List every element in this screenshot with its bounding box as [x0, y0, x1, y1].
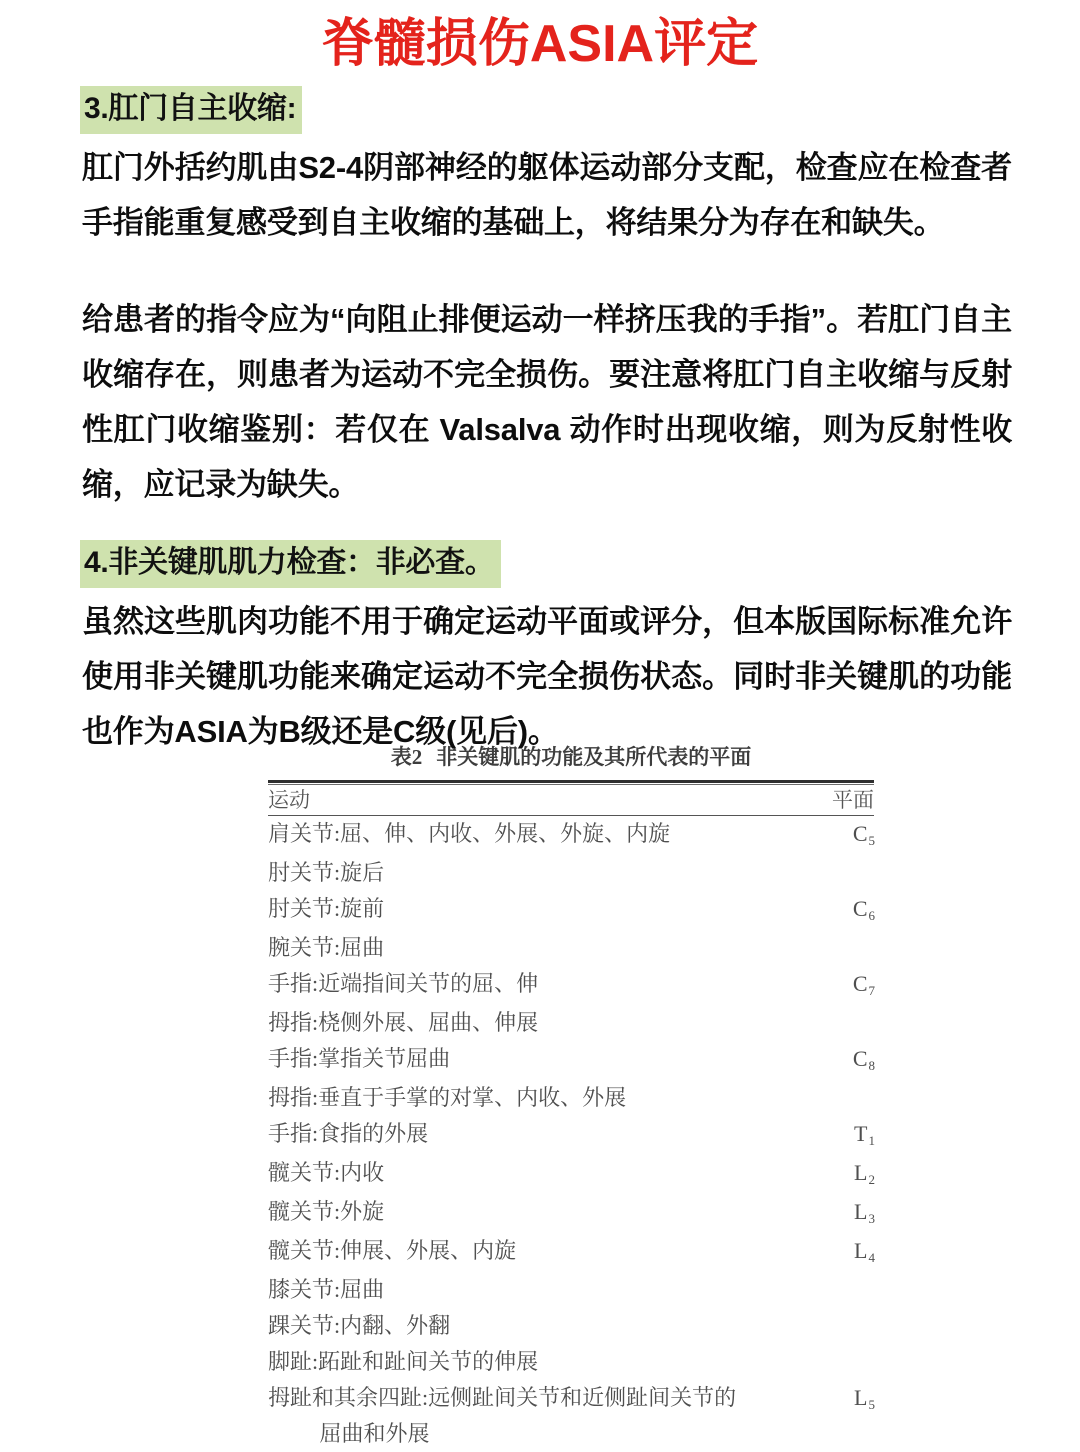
section-4-paragraph-1: [82, 594, 1012, 759]
table-row: [268, 855, 874, 891]
cell-level: $C_5$: [852, 821, 875, 848]
cell-movement: 拇指:桡侧外展、屈曲、伸展: [268, 1010, 539, 1035]
non-key-muscle-table-body: [268, 816, 874, 1452]
cell-level: [571, 930, 874, 966]
cell-movement: 脚趾:跖趾和趾间关节的伸展: [268, 1349, 539, 1374]
cell-movement: 髋关节:外旋: [268, 1199, 385, 1224]
table-row: [268, 891, 874, 930]
table-row: [268, 1116, 874, 1155]
cell-movement: 膝关节:屈曲: [268, 1277, 385, 1302]
table-row: [268, 1041, 874, 1080]
table-row: [268, 930, 874, 966]
table-row: [268, 1344, 874, 1380]
cell-movement: 手指:近端指间关节的屈、伸: [268, 971, 539, 996]
cell-level: [571, 1308, 874, 1344]
column-header-level: 平面: [832, 788, 874, 812]
table-body: [268, 816, 874, 1452]
paragraph-text: 虽然这些肌肉功能不用于确定运动平面或评分，但本版国际标准允许使用非关键肌功能来确定运动不完全损伤状态。同时非关键肌的功能也作为ASIA为B级还是C级(见后)。: [82, 604, 1012, 749]
table-row: [268, 1194, 874, 1233]
table-row: [268, 1155, 874, 1194]
cell-level: $T_1$: [854, 1121, 875, 1148]
table-row: [268, 1005, 874, 1041]
table-caption: [268, 742, 874, 772]
table-row: [268, 1272, 874, 1308]
cell-level: [571, 1344, 874, 1380]
section-heading-3: 3.肛门自主收缩:: [80, 86, 302, 134]
non-key-muscle-table: [268, 785, 874, 815]
section-3-paragraph-1: [82, 140, 1012, 250]
table-row: [268, 1080, 874, 1116]
table-head: [268, 785, 874, 815]
cell-movement: 肩关节:屈、伸、内收、外展、外旋、内旋: [268, 821, 671, 846]
cell-level: $L_3$: [854, 1199, 875, 1226]
cell-movement: 拇趾和其余四趾:远侧趾间关节和近侧趾间关节的 屈曲和外展: [268, 1380, 571, 1452]
table-row: [268, 966, 874, 1005]
cell-movement: 肘关节:旋前: [268, 896, 385, 921]
cell-level: [571, 1005, 874, 1041]
cell-level: $L_4$: [854, 1238, 875, 1265]
cell-movement: 手指:食指的外展: [268, 1121, 429, 1146]
table-row: [268, 1308, 874, 1344]
cell-level: $L_2$: [854, 1160, 875, 1187]
cell-movement: 髋关节:伸展、外展、内旋: [268, 1238, 517, 1263]
table-caption-text: 非关键肌的功能及其所代表的平面: [436, 745, 752, 769]
cell-level: $C_8$: [852, 1046, 875, 1073]
cell-movement: 踝关节:内翻、外翻: [268, 1313, 451, 1338]
table-header-row: [268, 785, 874, 815]
cell-movement: 肘关节:旋后: [268, 860, 385, 885]
column-header-movement: 运动: [268, 788, 310, 812]
table-row: [268, 816, 874, 855]
cell-movement: 手指:掌指关节屈曲: [268, 1046, 451, 1071]
table-row: [268, 1233, 874, 1272]
cell-movement: 拇指:垂直于手掌的对掌、内收、外展: [268, 1085, 627, 1110]
table-row: [268, 1380, 874, 1452]
cell-level: $L_5$: [854, 1385, 875, 1412]
table-caption-number: 表2: [390, 745, 423, 769]
cell-level: $C_6$: [852, 896, 875, 923]
cell-movement-line2: 屈曲和外展: [319, 1421, 430, 1446]
cell-level: [571, 855, 874, 891]
cell-movement: 腕关节:屈曲: [268, 935, 385, 960]
cell-level: $C_7$: [852, 971, 875, 998]
paragraph-text: 肛门外括约肌由S2-4阴部神经的躯体运动部分支配，检查应在检查者手指能重复感受到自主收缩的基础上，将结果分为存在和缺失。: [82, 150, 1012, 240]
page-title: 脊髓损伤ASIA评定: [321, 15, 759, 73]
section-heading-4: 4.非关键肌肌力检查：非必查。: [80, 540, 501, 588]
cell-movement: 髋关节:内收: [268, 1160, 385, 1185]
cell-level: [571, 1272, 874, 1308]
paragraph-text: 给患者的指令应为“向阻止排便运动一样挤压我的手指”。若肛门自主收缩存在，则患者为运动不完全损伤。要注意将肛门自主收缩与反射性肛门收缩鉴别：若仅在 Valsalva 动作时出现收缩，则为反射性收缩，应记录为缺失。: [82, 302, 1012, 502]
table-2-insert: [268, 742, 874, 1452]
section-3-paragraph-2: [82, 292, 1012, 512]
